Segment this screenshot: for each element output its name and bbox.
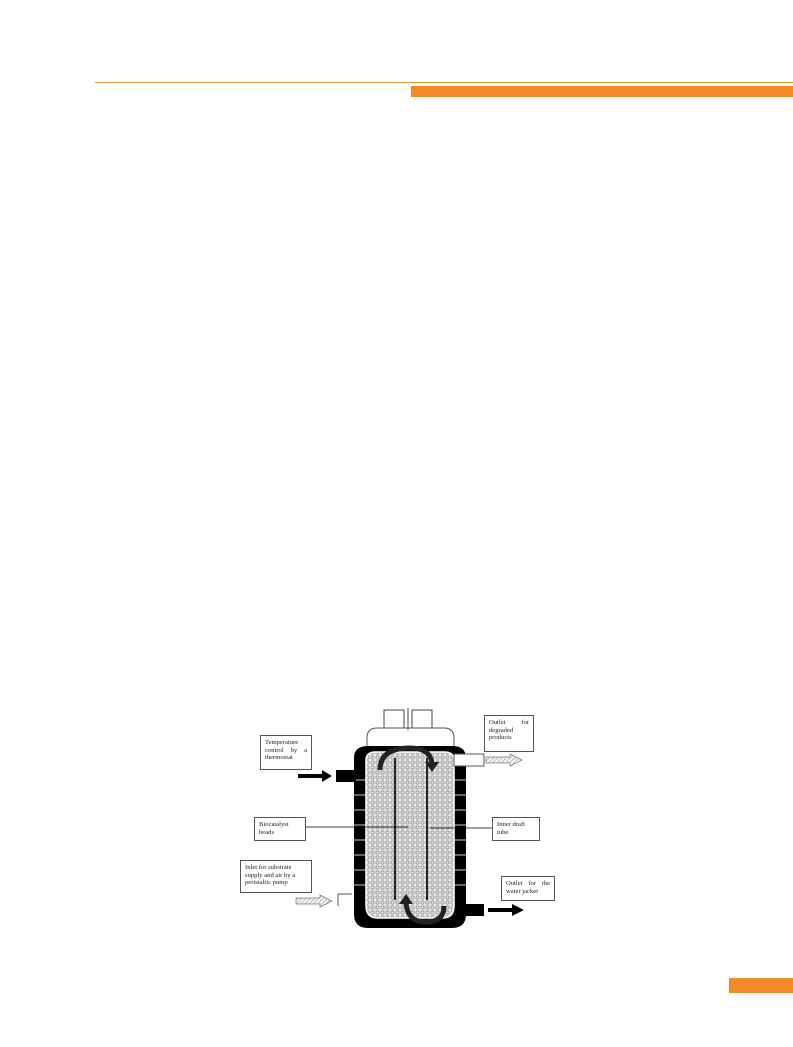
top-port-right	[412, 710, 432, 728]
label-line: degraded	[489, 726, 514, 734]
label-line: beads	[259, 828, 275, 836]
jacket-inlet-stub	[336, 770, 356, 782]
header-accent-bar	[411, 86, 793, 97]
jacket-inlet-arrow	[322, 770, 332, 782]
label-line: products	[489, 734, 512, 742]
label-line: Outlet for the	[506, 880, 550, 887]
vessel-interior	[366, 752, 454, 918]
jacket-outlet-arrow	[512, 904, 524, 916]
label-line: tube	[497, 828, 509, 836]
label-line: Inlet for substrate	[245, 864, 292, 871]
bioreactor-diagram	[220, 700, 580, 940]
label-line: Outlet for	[489, 719, 529, 726]
label-line: Temperature	[265, 739, 299, 746]
headspace-outline	[367, 728, 454, 748]
label-substrate-inlet	[240, 860, 312, 893]
label-line: control by a	[265, 746, 307, 754]
label-line: water jacket	[506, 887, 539, 895]
footer-accent-bar	[729, 978, 793, 993]
label-temperature-control	[260, 735, 312, 770]
label-outlet-degraded-products	[484, 715, 534, 752]
label-line: thermostat	[265, 754, 293, 762]
label-inner-draft-tube	[492, 817, 540, 841]
top-port-left	[384, 710, 404, 728]
product-outlet-pipe	[454, 754, 484, 766]
substrate-inlet-pipe	[338, 894, 352, 906]
label-line: supply and air by a	[245, 871, 296, 879]
label-outlet-water-jacket	[501, 876, 555, 901]
label-biocatalyst-beads	[254, 817, 306, 841]
header-rule	[95, 82, 793, 83]
label-line: peristaltic pump	[245, 879, 288, 887]
label-line: Inner draft	[497, 821, 526, 828]
product-outlet-arrow	[486, 754, 522, 766]
jacket-outlet-stub	[464, 904, 484, 916]
substrate-inlet-arrow	[296, 895, 332, 907]
label-line: Biocatalyst	[259, 821, 289, 828]
